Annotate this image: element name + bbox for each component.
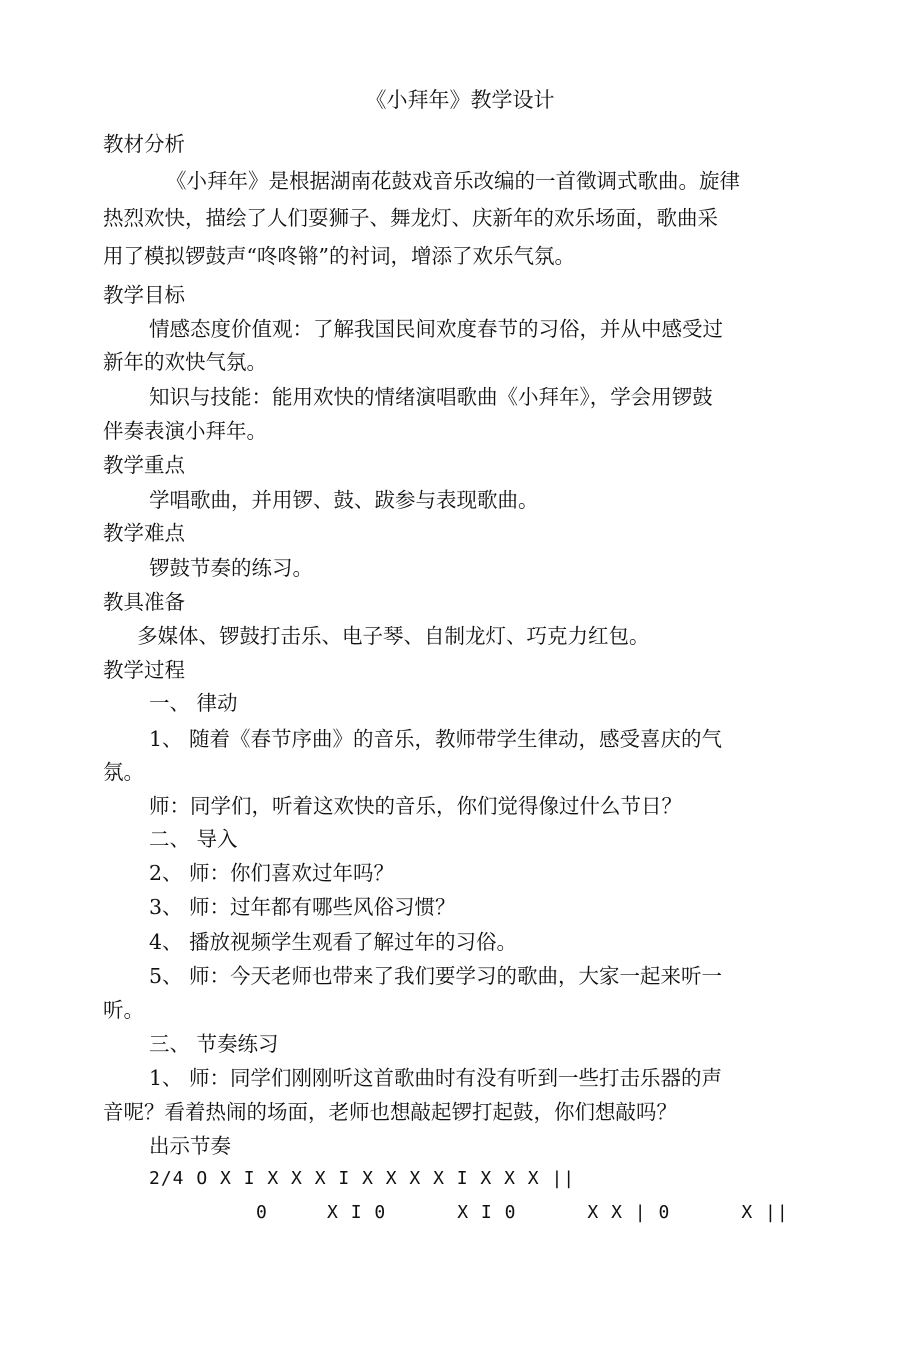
heading-materials: 教具准备 (103, 590, 185, 614)
paragraph-line: 听。 (103, 998, 144, 1022)
paragraph-line: 师：同学们，听着这欢快的音乐，你们觉得像过什么节日？ (149, 794, 682, 818)
paragraph-line: 《小拜年》是根据湖南花鼓戏音乐改编的一首徵调式歌曲。旋律 (166, 169, 740, 193)
paragraph-line: 多媒体、锣鼓打击乐、电子琴、自制龙灯、巧克力红包。 (137, 624, 650, 648)
paragraph-line: 出示节奏 (149, 1134, 231, 1158)
heading-difficulties: 教学难点 (103, 521, 185, 545)
rhythm-notation-line: 2/4 O X I X X X I X X X X I X X X || (149, 1168, 576, 1189)
rhythm-notation-line: 0 X I 0 X I 0 X X | 0 X || (256, 1202, 789, 1223)
paragraph-line: 5、 师：今天老师也带来了我们要学习的歌曲，大家一起来听一 (149, 964, 723, 988)
paragraph-line: 锣鼓节奏的练习。 (149, 556, 313, 580)
heading-key-points: 教学重点 (103, 453, 185, 477)
paragraph-line: 三、 节奏练习 (149, 1032, 279, 1056)
heading-process: 教学过程 (103, 658, 185, 682)
paragraph-line: 情感态度价值观：了解我国民间欢度春节的习俗，并从中感受过 (149, 317, 723, 341)
paragraph-line: 学唱歌曲，并用锣、鼓、跋参与表现歌曲。 (149, 488, 539, 512)
paragraph-line: 二、 导入 (149, 827, 238, 851)
paragraph-line: 音呢？看着热闹的场面，老师也想敲起锣打起鼓，你们想敲吗？ (103, 1100, 677, 1124)
paragraph-line: 1、 师：同学们刚刚听这首歌曲时有没有听到一些打击乐器的声 (149, 1066, 723, 1090)
paragraph-line: 一、 律动 (149, 691, 238, 715)
paragraph-line: 3、 师：过年都有哪些风俗习惯？ (149, 895, 456, 919)
paragraph-line: 1、 随着《春节序曲》的音乐，教师带学生律动，感受喜庆的气 (149, 727, 723, 751)
paragraph-line: 氛。 (103, 760, 144, 784)
paragraph-line: 新年的欢快气氛。 (103, 350, 267, 374)
heading-teaching-goals: 教学目标 (103, 283, 185, 307)
paragraph-line: 知识与技能：能用欢快的情绪演唱歌曲《小拜年》，学会用锣鼓 (149, 385, 713, 409)
paragraph-line: 2、 师：你们喜欢过年吗？ (149, 861, 395, 885)
paragraph-line: 伴奏表演小拜年。 (103, 419, 267, 443)
paragraph-line: 用了模拟锣鼓声“咚咚锵”的衬词，增添了欢乐气氛。 (103, 244, 575, 268)
paragraph-line: 4、 播放视频学生观看了解过年的习俗。 (149, 930, 518, 954)
doc-title: 《小拜年》教学设计 (365, 88, 555, 112)
heading-material-analysis: 教材分析 (103, 132, 185, 156)
paragraph-line: 热烈欢快，描绘了人们耍狮子、舞龙灯、庆新年的欢乐场面，歌曲采 (103, 206, 718, 230)
